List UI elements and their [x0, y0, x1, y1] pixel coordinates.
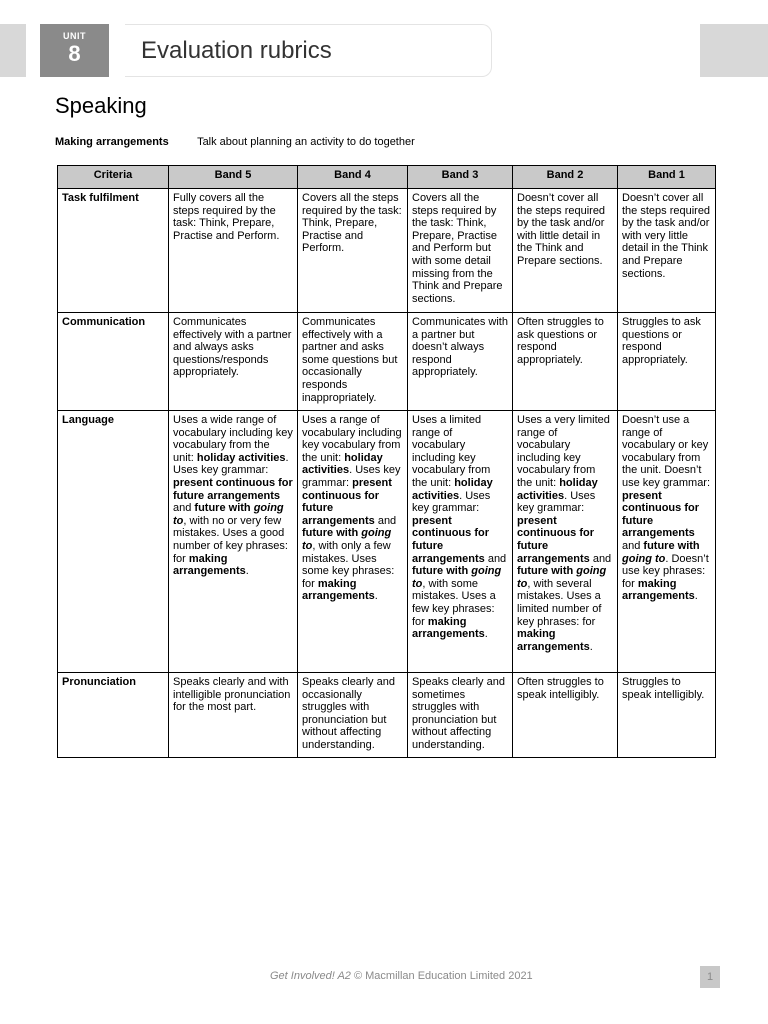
band-cell: Communicates effectively with a partner and asks some questions but occasionally responds inappropriately.: [298, 313, 408, 411]
band-cell: Speaks clearly and with intelligible pronunciation for the most part.: [169, 673, 298, 758]
band-cell: Doesn’t use a range of vocabulary or key vocabulary from the unit. Doesn’t use key grammar: present continuous for future arrangements and future with going to. Doesn’t use key phrases: for making arrangements.: [618, 411, 716, 673]
band-cell: Fully covers all the steps required by the task: Think, Prepare, Practise and Perform.: [169, 189, 298, 313]
key-term: going to: [173, 502, 284, 527]
key-term: making arrangements: [302, 577, 375, 603]
key-term: present continuous for future arrangements: [622, 489, 699, 540]
key-term: future with: [517, 565, 577, 578]
key-term: future with: [194, 502, 254, 515]
band-cell: Uses a range of vocabulary including key vocabulary from the unit: holiday activities. Uses key grammar: present continuous for future arrangements and future with going to, with only a few mistakes. Uses some key phrases: for making arrangements.: [298, 411, 408, 673]
header-edge-left: [0, 24, 26, 77]
key-term: holiday activities: [412, 476, 493, 502]
criterion-cell: Language: [58, 411, 169, 673]
band-cell: Uses a limited range of vocabulary including key vocabulary from the unit: holiday activities. Uses key grammar: present continuous for future arrangements and future with going to, with some mistakes. Uses a few key phrases: for making arrangements.: [408, 411, 513, 673]
page-number: 1: [700, 966, 720, 988]
band-cell: Uses a very limited range of vocabulary including key vocabulary from the unit: holiday activities. Uses key grammar: present continuous for future arrangements and future with going to, with several mistakes. Uses a limited number of key phrases: for making arrangements.: [513, 411, 618, 673]
key-term: making arrangements: [412, 615, 485, 641]
task-description: Talk about planning an activity to do together: [197, 136, 415, 148]
band-cell: Covers all the steps required by the task: Think, Prepare, Practise and Perform but with some detail missing from the Think and Prepare sections.: [408, 189, 513, 313]
task-row: [55, 136, 415, 148]
key-term: going to: [517, 565, 607, 590]
section-title: Speaking: [55, 93, 147, 118]
unit-label: UNIT: [63, 31, 86, 41]
band-cell: Communicates with a partner but doesn’t always respond appropriately.: [408, 313, 513, 411]
key-term: making arrangements: [173, 552, 246, 578]
band-cell: Covers all the steps required by the task: Think, Prepare, Practise and Perform.: [298, 189, 408, 313]
table-row: [58, 313, 716, 411]
key-term: present continuous for future arrangements: [302, 476, 392, 527]
key-term: holiday activities: [517, 476, 598, 502]
table-row: [58, 189, 716, 313]
key-term: present continuous for future arrangements: [412, 514, 489, 565]
key-term: future with: [412, 565, 472, 578]
header-band-1: Band 1: [618, 166, 716, 189]
footer-book-title: Get Involved! A2: [270, 970, 351, 982]
key-term: present continuous for future arrangements: [173, 476, 293, 502]
band-cell: Doesn’t cover all the steps required by the task and/or with very little detail in the Think and Prepare sections.: [618, 189, 716, 313]
band-cell: Often struggles to ask questions or respond appropriately.: [513, 313, 618, 411]
key-term: making arrangements: [517, 628, 590, 653]
rubric-table: [57, 165, 716, 758]
key-term: future with: [643, 539, 700, 552]
footer-copyright: © Macmillan Education Limited 2021: [350, 970, 533, 982]
table-row: [58, 673, 716, 758]
key-term: going to: [302, 527, 392, 552]
footer: [270, 970, 533, 982]
band-cell: Uses a wide range of vocabulary including key vocabulary from the unit: holiday activities. Uses key grammar: present continuous for future arrangements and future with going to, with no or very few mistakes. Uses a good number of key phrases: for making arrangements.: [169, 411, 298, 673]
header-title-box: [125, 24, 492, 77]
task-label: Making arrangements: [55, 136, 169, 148]
band-cell: Struggles to speak intelligibly.: [618, 673, 716, 758]
header-band-2: Band 2: [513, 166, 618, 189]
band-cell: Speaks clearly and occasionally struggles with pronunciation but without affecting understanding.: [298, 673, 408, 758]
header-criteria: Criteria: [58, 166, 169, 189]
key-term: making arrangements: [622, 577, 695, 603]
header-band-5: Band 5: [169, 166, 298, 189]
page-header-title: Evaluation rubrics: [141, 37, 332, 64]
header-edge-right: [700, 24, 768, 77]
key-term: going to: [412, 565, 502, 590]
band-cell: Speaks clearly and sometimes struggles with pronunciation but without affecting understanding.: [408, 673, 513, 758]
key-term: going to: [622, 552, 666, 565]
unit-badge: [40, 24, 109, 77]
criterion-cell: Pronunciation: [58, 673, 169, 758]
header-band-3: Band 3: [408, 166, 513, 189]
band-cell: Struggles to ask questions or respond appropriately.: [618, 313, 716, 411]
unit-number: 8: [68, 41, 81, 66]
key-term: holiday activities: [196, 451, 286, 464]
key-term: present continuous for future arrangements: [517, 514, 594, 565]
band-cell: Doesn’t cover all the steps required by the task and/or with little detail in the Think and Prepare sections.: [513, 189, 618, 313]
key-term: holiday activities: [302, 451, 383, 477]
criterion-cell: Communication: [58, 313, 169, 411]
band-cell: Often struggles to speak intelligibly.: [513, 673, 618, 758]
table-row: [58, 411, 716, 673]
table-header-row: [58, 166, 716, 189]
key-term: future with: [302, 527, 362, 540]
header-band-4: Band 4: [298, 166, 408, 189]
band-cell: Communicates effectively with a partner and always asks questions/responds appropriately.: [169, 313, 298, 411]
criterion-cell: Task fulfilment: [58, 189, 169, 313]
